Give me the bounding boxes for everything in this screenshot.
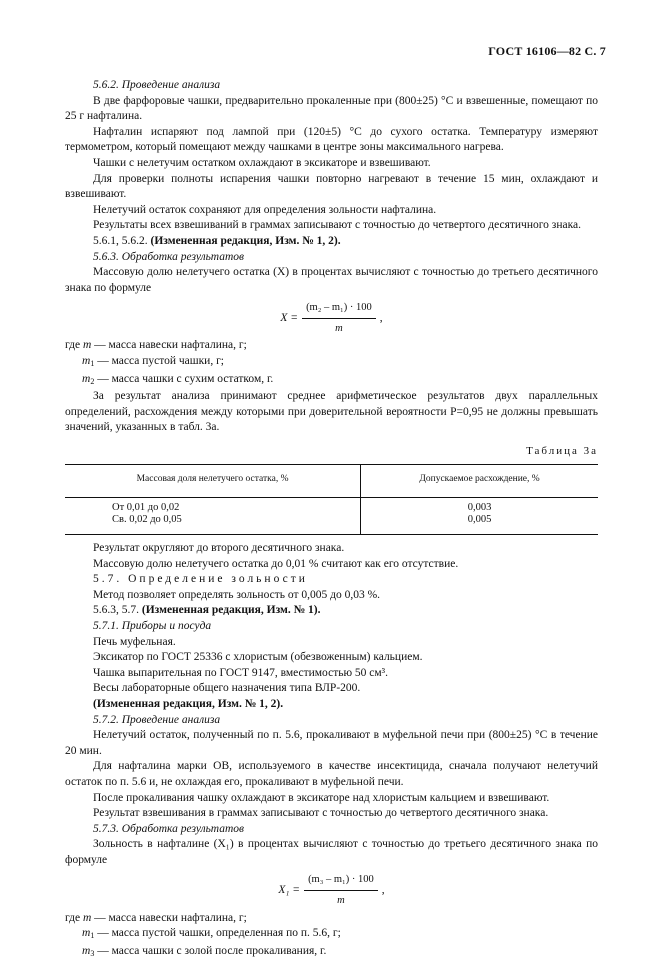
range-text: Св. 0,02 до 0,05 (112, 514, 182, 526)
variable-text: — масса навески нафталина, г; (91, 339, 247, 352)
variable-symbol: m (82, 927, 91, 940)
paragraph: Нелетучий остаток сохраняют для определения зольности нафталина. (93, 203, 437, 216)
paragraph: Для проверки полноты испарения чашки повторно нагревают в течение 15 мин, охлаждают и взвешивают. (65, 172, 598, 201)
formula-denominator: m (335, 322, 343, 334)
table-cell (361, 498, 598, 535)
variable-text: — масса чашки с золой после прокаливания, г. (94, 944, 327, 957)
formula-fraction (304, 872, 378, 908)
table-row (65, 498, 598, 535)
paragraph: В две фарфоровые чашки, предварительно прокаленные при (800±25) °С и взвешенные, помещают по 25 г нафталина. (65, 94, 598, 123)
section-title-5-7-3: 5.7.3. Обработка результатов (93, 822, 244, 835)
list-item: Печь муфельная. (93, 635, 176, 648)
table-cell (65, 498, 361, 535)
paragraph: Чашки с нелетучим остатком охлаждают в эксикаторе и взвешивают. (93, 156, 431, 169)
variable-subscript: 3 (90, 948, 95, 958)
list-item: Эксикатор по ГОСТ 25336 с хлористым (обезвоженным) кальцием. (93, 651, 423, 664)
table-caption: Таблица 3а (526, 444, 598, 457)
variable-definition (82, 354, 598, 372)
table-header-cell: Массовая доля нелетучего остатка, % (65, 465, 361, 498)
paragraph: После прокаливания чашку охлаждают в эксикаторе над хлористым кальцием и взвешивают. (93, 791, 550, 804)
range-text: От 0,01 до 0,02 (112, 502, 180, 514)
variable-symbol: m (82, 354, 91, 367)
formula-x1 (65, 873, 598, 909)
variable-definition (82, 926, 598, 944)
edit-note-text: (Измененная редакция, Изм. № 1). (141, 604, 321, 617)
where-prefix: где (65, 339, 81, 352)
variable-definition (65, 338, 598, 354)
variable-definition (82, 372, 598, 390)
page-header: ГОСТ 16106—82 С. 7 (488, 44, 606, 58)
page-content (65, 78, 598, 961)
formula-tail: , (379, 311, 383, 324)
formula-numerator: (m₃ – m₁) · 100 (304, 872, 378, 891)
tolerance-text: 0,003 (467, 502, 492, 514)
paragraph: Нелетучий остаток, полученный по п. 5.6, прокаливают в муфельной печи при (800±25) °С в течение 20 мин. (65, 729, 598, 757)
variables-list (65, 338, 598, 389)
edit-note: (Измененная редакция, Изм. № 1, 2). (93, 698, 284, 710)
variable-symbol: m (82, 944, 91, 957)
formula-lhs: X₁ = (278, 883, 301, 896)
variable-definition (82, 944, 598, 961)
section-title-5-7-2: 5.7.2. Проведение анализа (93, 713, 221, 726)
variable-definition (65, 911, 598, 927)
edit-note (65, 234, 598, 250)
formula-tail: , (381, 883, 385, 896)
paragraph: Зольность в нафталине (X₁) в процентах вычисляют с точностью до третьего десятичного знака по формуле (65, 838, 598, 866)
list-item: Весы лабораторные общего назначения типа ВЛР-200. (93, 682, 361, 695)
tolerance-table (65, 464, 598, 535)
paragraph: Метод позволяет определять зольность от 0,005 до 0,03 %. (93, 588, 381, 601)
edit-note-ref: 5.6.3, 5.7. (93, 604, 139, 617)
variable-symbol: m (82, 339, 92, 352)
edit-note (65, 603, 598, 619)
variable-subscript: 1 (90, 931, 95, 941)
paragraph: Массовую долю нелетучего остатка до 0,01 % считают как его отсутствие. (93, 557, 459, 570)
paragraph: Нафталин испаряют под лампой при (120±5) °С до сухого остатка. Температуру измеряют термометром, который помещают между чашками в центре зоны максимального нагрева. (65, 125, 598, 154)
paragraph: Массовую долю нелетучего остатка (X) в процентах вычисляют с точностью до третьего десятичного знака по формуле (65, 266, 598, 294)
variable-text: — масса пустой чашки, г; (94, 354, 225, 367)
variable-subscript: 1 (90, 358, 95, 368)
paragraph: Результаты всех взвешиваний в граммах записывают с точностью до четвертого десятичного знака. (93, 219, 581, 232)
table-header-row (65, 465, 598, 498)
variable-subscript: 2 (90, 376, 95, 386)
paragraph: Для нафталина марки ОВ, используемого в качестве инсектицида, сначала получают нелетучий остаток по п. 5.6 и, не охлаждая его, прокаливают в муфельной печи. (65, 760, 598, 788)
list-item: Чашка выпарительная по ГОСТ 9147, вместимостью 50 см³. (93, 666, 389, 679)
formula-lhs: X = (280, 311, 299, 324)
table-header-cell: Допускаемое расхождение, % (361, 465, 598, 498)
formula-fraction (302, 300, 376, 336)
variable-symbol: m (82, 372, 91, 385)
section-title-5-6-3: 5.6.3. Обработка результатов (93, 250, 244, 263)
variable-text: — масса пустой чашки, определенная по п. 5.6, г; (94, 927, 341, 940)
edit-note-text: (Измененная редакция, Изм. № 1, 2). (150, 234, 341, 247)
formula-denominator: m (337, 895, 345, 907)
section-title-5-7: 5.7. Определение зольности (93, 573, 308, 586)
paragraph: Результат округляют до второго десятичного знака. (93, 542, 345, 555)
formula-numerator: (m₂ – m₁) · 100 (302, 300, 376, 319)
variable-text: — масса навески нафталина, г; (91, 911, 247, 924)
variable-symbol: m (82, 911, 92, 924)
formula-x (65, 300, 598, 336)
paragraph: За результат анализа принимают среднее арифметическое результатов двух параллельных определений, расхождения между которыми при доверительной вероятности P=0,95 не должны превышать значений, указанных в табл. 3а. (65, 390, 598, 434)
edit-note-ref: 5.6.1, 5.6.2. (93, 234, 148, 247)
paragraph: Результат взвешивания в граммах записывают с точностью до четвертого десятичного знака. (93, 807, 549, 820)
tolerance-text: 0,005 (467, 514, 492, 526)
where-prefix: где (65, 911, 81, 924)
section-title-5-6-2: 5.6.2. Проведение анализа (93, 79, 221, 91)
variable-text: — масса чашки с сухим остатком, г. (94, 372, 274, 385)
section-title-5-7-1: 5.7.1. Приборы и посуда (93, 620, 212, 633)
